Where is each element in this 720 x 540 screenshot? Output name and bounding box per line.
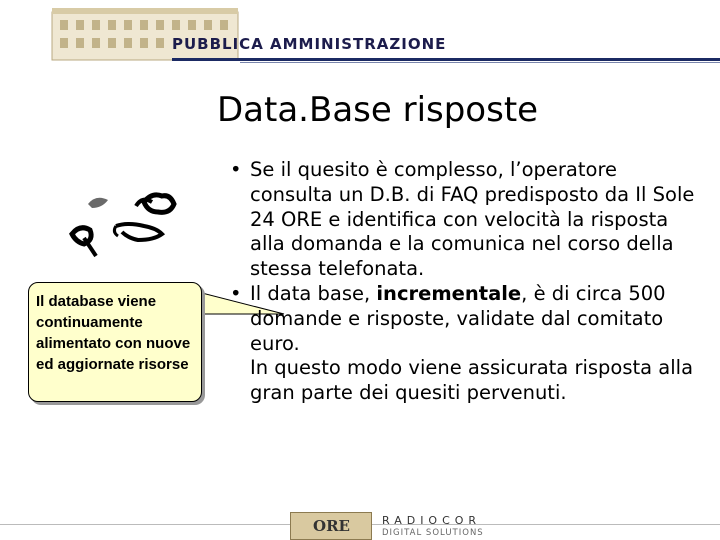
header-title: PUBBLICA AMMINISTRAZIONE: [172, 35, 447, 53]
footer-brand: RADIOCOR: [382, 514, 482, 527]
bullet-text-2b: , è di circa 500 domande e risposte, validate dal comitato euro.: [250, 281, 666, 355]
body-bullet-list: [230, 158, 700, 406]
bullet-text-1: Se il quesito è complesso, l’operatore consulta un D.B. di FAQ predisposto da Il Sole 24 ORE e identifica con velocità la risposta alla domanda e la comunica nel corso della stessa telefonata.: [250, 158, 695, 281]
bullet-item-2: [230, 282, 700, 406]
footer-subtitle: DIGITAL SOLUTIONS: [382, 528, 484, 538]
bullet-item-1: [230, 158, 700, 282]
bullet-text-2-extra: In questo modo viene assicurata risposta alla gran parte dei quesiti pervenuti.: [250, 356, 694, 405]
bullet-text-2a: Il data base,: [250, 281, 377, 305]
header-rule: [172, 58, 720, 61]
slide-title: Data.Base risposte: [217, 90, 539, 130]
callout-note: [28, 282, 202, 402]
handwritten-doodle-icon: [66, 182, 186, 262]
bullet-dot: •: [230, 281, 242, 305]
header-rule-thin: [240, 62, 720, 63]
callout-text: Il database viene continuamente alimentato con nuove ed aggiornate risorse: [36, 293, 191, 373]
sole24ore-logo-icon: [290, 512, 372, 540]
building-facade-icon: [50, 4, 240, 62]
bullet-dot: •: [230, 158, 242, 181]
header-banner: [0, 0, 720, 68]
footer-logo-text: ORE: [313, 517, 350, 535]
bullet-text-2-bold: incrementale: [376, 281, 522, 305]
footer-logo: [290, 512, 510, 540]
